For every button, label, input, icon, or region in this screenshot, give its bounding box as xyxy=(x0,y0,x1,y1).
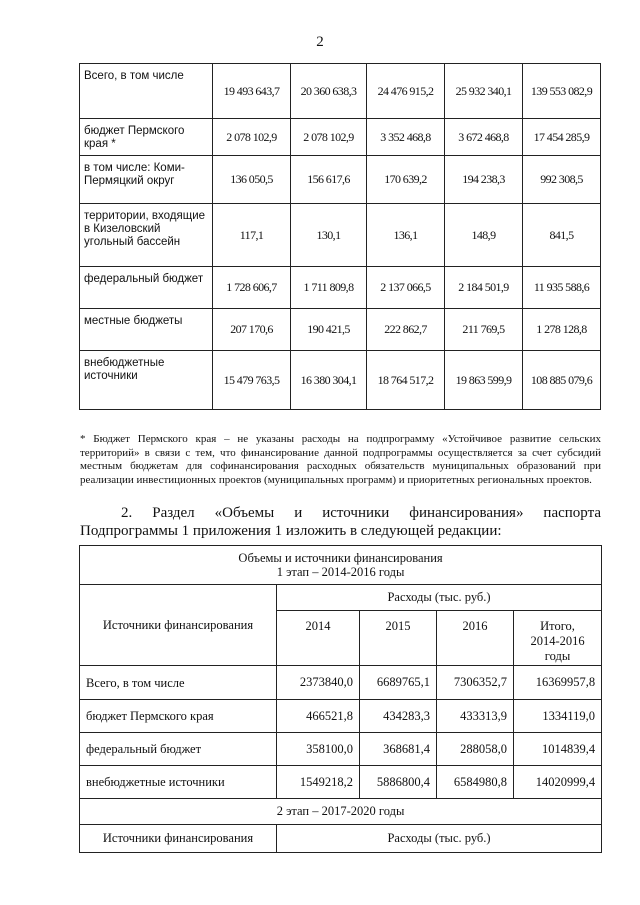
row-label: местные бюджеты xyxy=(80,309,213,351)
cell-value: 222 862,7 xyxy=(367,309,445,351)
row-label-text: Всего, в том числе xyxy=(86,675,185,690)
table-row xyxy=(80,156,601,204)
cell-value: 14020999,4 xyxy=(514,766,602,799)
table-row xyxy=(80,309,601,351)
funding-table-continued xyxy=(79,63,601,410)
cell-value: 358100,0 xyxy=(277,733,360,766)
page-number: 2 xyxy=(316,34,324,50)
cell-value: 25 932 340,1 xyxy=(445,64,523,119)
cell-value: 211 769,5 xyxy=(445,309,523,351)
cell-value: 11 935 588,6 xyxy=(523,267,601,309)
cell-value: 2 078 102,9 xyxy=(291,119,367,156)
year-header: 2014 xyxy=(277,611,360,666)
row-label: внебюджетные источники xyxy=(80,351,213,410)
cell-value: 3 352 468,8 xyxy=(367,119,445,156)
row-label: Всего, в том числе xyxy=(80,64,213,119)
cell-value: 434283,3 xyxy=(360,700,437,733)
stage2-title-row xyxy=(80,799,602,825)
cell-value: 1334119,0 xyxy=(514,700,602,733)
cell-value: 2 184 501,9 xyxy=(445,267,523,309)
row-label: в том числе: Коми-Пермяцкий округ xyxy=(80,156,213,204)
table-row xyxy=(80,351,601,410)
paragraph-line: Подпрограммы 1 приложения 1 изложить в следующей редакции: xyxy=(80,523,502,539)
cell-value: 368681,4 xyxy=(360,733,437,766)
cell-value: 17 454 285,9 xyxy=(523,119,601,156)
cell-value: 466521,8 xyxy=(277,700,360,733)
cell-value: 18 764 517,2 xyxy=(367,351,445,410)
stage2-header-row xyxy=(80,825,602,853)
table-row xyxy=(80,267,601,309)
cell-value: 15 479 763,5 xyxy=(213,351,291,410)
stage2-sources-header: Источники финансирования xyxy=(80,825,277,853)
header-row xyxy=(80,585,602,611)
cell-value: 20 360 638,3 xyxy=(291,64,367,119)
cell-value: 1 728 606,7 xyxy=(213,267,291,309)
cell-value: 19 493 643,7 xyxy=(213,64,291,119)
cell-value: 148,9 xyxy=(445,204,523,267)
cell-value: 19 863 599,9 xyxy=(445,351,523,410)
footnote: * Бюджет Пермского края – не указаны расходы на подпрограмму «Устойчивое развитие сельских территорий» в связи с тем, что финансирование данной подпрограммы осуществляется за счет субсидий местным бюджетам для софинансирования расходных обязательств муниципальных образований при реализации инвестиционных проектов (муниципальных программ) и приоритетных региональных проектов. xyxy=(80,433,601,486)
total-header: Итого, 2014-2016 годы xyxy=(514,611,602,666)
row-label xyxy=(80,666,277,700)
cell-value: 1 278 128,8 xyxy=(523,309,601,351)
cell-value: 1 711 809,8 xyxy=(291,267,367,309)
cell-value: 841,5 xyxy=(523,204,601,267)
cell-value: 2 137 066,5 xyxy=(367,267,445,309)
cell-value: 6584980,8 xyxy=(437,766,514,799)
cell-value: 992 308,5 xyxy=(523,156,601,204)
cell-value: 2 078 102,9 xyxy=(213,119,291,156)
amendment-paragraph xyxy=(80,504,601,540)
sources-header: Источники финансирования xyxy=(80,585,277,666)
row-label: территории, входящие в Кизеловский угольный бассейн xyxy=(80,204,213,267)
cell-value: 6689765,1 xyxy=(360,666,437,700)
cell-value: 24 476 915,2 xyxy=(367,64,445,119)
cell-value: 433313,9 xyxy=(437,700,514,733)
table-title-line: Объемы и источники финансирования xyxy=(238,551,443,565)
cell-value: 136,1 xyxy=(367,204,445,267)
funding-table-new xyxy=(79,545,602,853)
table-row xyxy=(80,64,601,119)
year-header: 2016 xyxy=(437,611,514,666)
row-label: федеральный бюджет xyxy=(80,267,213,309)
cell-value: 207 170,6 xyxy=(213,309,291,351)
paragraph-line: 2. Раздел «Объемы и источники финансирования» паспорта xyxy=(121,505,601,521)
year-header: 2015 xyxy=(360,611,437,666)
table-row xyxy=(80,204,601,267)
table-row xyxy=(80,733,602,766)
row-label: федеральный бюджет xyxy=(80,733,277,766)
cell-value: 156 617,6 xyxy=(291,156,367,204)
row-label: внебюджетные источники xyxy=(80,766,277,799)
cell-value: 16 380 304,1 xyxy=(291,351,367,410)
table-title xyxy=(80,546,602,585)
table-title-line: 1 этап – 2014-2016 годы xyxy=(276,565,405,579)
table-row xyxy=(80,766,602,799)
expenses-header: Расходы (тыс. руб.) xyxy=(277,585,602,611)
cell-value: 194 238,3 xyxy=(445,156,523,204)
cell-value: 190 421,5 xyxy=(291,309,367,351)
table-title-row xyxy=(80,546,602,585)
cell-value: 5886800,4 xyxy=(360,766,437,799)
cell-value: 139 553 082,9 xyxy=(523,64,601,119)
table-row xyxy=(80,700,602,733)
cell-value: 2373840,0 xyxy=(277,666,360,700)
cell-value: 16369957,8 xyxy=(514,666,602,700)
cell-value: 117,1 xyxy=(213,204,291,267)
stage2-expenses-header: Расходы (тыс. руб.) xyxy=(277,825,602,853)
stage2-title: 2 этап – 2017-2020 годы xyxy=(80,799,602,825)
cell-value: 136 050,5 xyxy=(213,156,291,204)
cell-value: 288058,0 xyxy=(437,733,514,766)
table-row xyxy=(80,666,602,700)
cell-value: 170 639,2 xyxy=(367,156,445,204)
cell-value: 1549218,2 xyxy=(277,766,360,799)
cell-value: 130,1 xyxy=(291,204,367,267)
cell-value: 7306352,7 xyxy=(437,666,514,700)
row-label: бюджет Пермского края * xyxy=(80,119,213,156)
table-row xyxy=(80,119,601,156)
cell-value: 3 672 468,8 xyxy=(445,119,523,156)
cell-value: 1014839,4 xyxy=(514,733,602,766)
row-label: бюджет Пермского края xyxy=(80,700,277,733)
cell-value: 108 885 079,6 xyxy=(523,351,601,410)
